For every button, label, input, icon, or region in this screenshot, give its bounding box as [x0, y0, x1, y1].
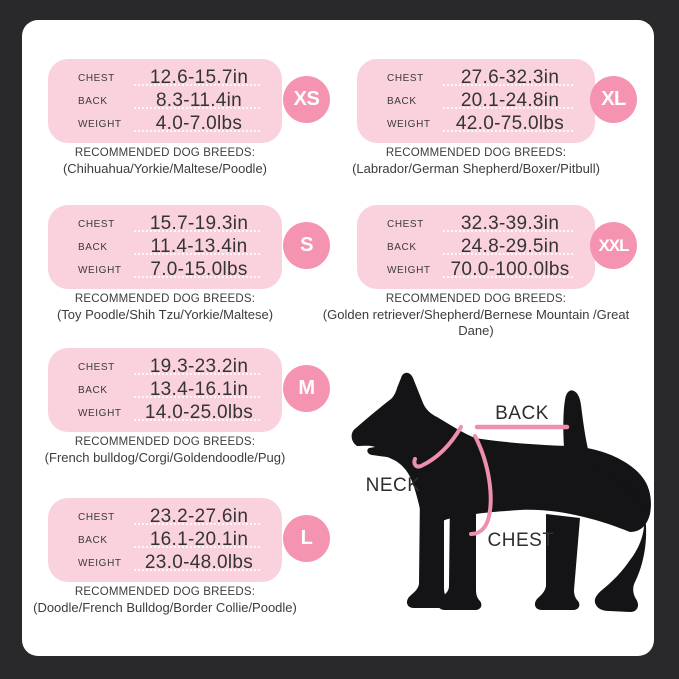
chest-label: CHEST	[387, 218, 424, 230]
size-card-xs	[48, 59, 282, 143]
chest-value: 15.7-19.3in	[149, 213, 249, 234]
size-badge-xl: XL	[590, 76, 637, 123]
back-label: BACK	[387, 241, 417, 253]
weight-value: 23.0-48.0lbs	[144, 552, 254, 573]
size-badge-m: M	[283, 365, 330, 412]
back-row	[387, 90, 585, 112]
chest-value: 23.2-27.6in	[149, 506, 249, 527]
dog-body	[352, 373, 651, 536]
weight-label: WEIGHT	[387, 264, 431, 276]
recommended-label: RECOMMENDED DOG BREEDS:	[385, 293, 567, 305]
breed-list: (Doodle/French Bulldog/Border Collie/Poodle)	[33, 600, 297, 615]
diagram-chest-label: CHEST	[487, 530, 555, 551]
size-card-xxl	[357, 205, 595, 289]
breed-list: (Toy Poodle/Shih Tzu/Yorkie/Maltese)	[56, 307, 274, 322]
back-row	[78, 236, 272, 258]
weight-label: WEIGHT	[78, 557, 122, 569]
recommended-label: RECOMMENDED DOG BREEDS:	[74, 436, 256, 448]
chest-label: CHEST	[78, 72, 115, 84]
back-label: BACK	[78, 534, 108, 546]
breeds-m	[22, 436, 308, 466]
weight-value: 4.0-7.0lbs	[155, 113, 243, 134]
back-label: BACK	[78, 241, 108, 253]
chest-value: 19.3-23.2in	[149, 356, 249, 377]
weight-label: WEIGHT	[78, 407, 122, 419]
breeds-l	[22, 586, 308, 616]
back-value: 13.4-16.1in	[149, 379, 249, 400]
size-chart-panel	[22, 20, 654, 656]
weight-label: WEIGHT	[78, 118, 122, 130]
weight-value: 42.0-75.0lbs	[455, 113, 565, 134]
back-label: BACK	[78, 95, 108, 107]
breed-list: (Golden retriever/Shepherd/Bernese Mountain /Great Dane)	[322, 307, 630, 338]
weight-row	[387, 259, 585, 281]
chest-row	[78, 67, 272, 89]
back-row	[78, 90, 272, 112]
back-value: 16.1-20.1in	[149, 529, 249, 550]
chest-label: CHEST	[78, 361, 115, 373]
diagram-back-label: BACK	[495, 403, 549, 424]
back-row	[78, 529, 272, 551]
recommended-label: RECOMMENDED DOG BREEDS:	[385, 147, 567, 159]
breeds-xl	[311, 147, 641, 177]
back-label: BACK	[78, 384, 108, 396]
weight-row	[78, 402, 272, 424]
size-card-s	[48, 205, 282, 289]
chest-label: CHEST	[78, 218, 115, 230]
weight-row	[78, 259, 272, 281]
weight-value: 14.0-25.0lbs	[144, 402, 254, 423]
size-badge-s: S	[283, 222, 330, 269]
back-value: 11.4-13.4in	[150, 236, 248, 257]
breed-list: (Chihuahua/Yorkie/Maltese/Poodle)	[62, 161, 268, 176]
dog-front-leg-far	[407, 492, 449, 608]
recommended-label: RECOMMENDED DOG BREEDS:	[74, 147, 256, 159]
back-row	[387, 236, 585, 258]
chest-value: 32.3-39.3in	[460, 213, 560, 234]
chest-row	[387, 67, 585, 89]
weight-row	[387, 113, 585, 135]
back-value: 8.3-11.4in	[155, 90, 243, 111]
diagram-neck-label: NECK	[365, 475, 421, 496]
chest-value: 12.6-15.7in	[149, 67, 249, 88]
size-card-xl	[357, 59, 595, 143]
back-value: 24.8-29.5in	[460, 236, 560, 257]
chest-value: 27.6-32.3in	[460, 67, 560, 88]
size-card-m	[48, 348, 282, 432]
breeds-xxl	[311, 293, 641, 339]
chest-row	[78, 213, 272, 235]
chest-label: CHEST	[387, 72, 424, 84]
weight-value: 7.0-15.0lbs	[150, 259, 248, 280]
size-badge-xs: XS	[283, 76, 330, 123]
weight-label: WEIGHT	[78, 264, 122, 276]
weight-row	[78, 113, 272, 135]
back-value: 20.1-24.8in	[460, 90, 560, 111]
recommended-label: RECOMMENDED DOG BREEDS:	[74, 293, 256, 305]
recommended-label: RECOMMENDED DOG BREEDS:	[74, 586, 256, 598]
dog-rear-leg-far	[535, 514, 580, 610]
weight-label: WEIGHT	[387, 118, 431, 130]
back-label: BACK	[387, 95, 417, 107]
back-row	[78, 379, 272, 401]
chest-row	[387, 213, 585, 235]
breed-list: (Labrador/German Shepherd/Boxer/Pitbull)	[352, 161, 600, 176]
weight-row	[78, 552, 272, 574]
weight-value: 70.0-100.0lbs	[450, 259, 570, 280]
breed-list: (French bulldog/Corgi/Goldendoodle/Pug)	[44, 450, 286, 465]
breeds-xs	[22, 147, 308, 177]
size-card-l	[48, 498, 282, 582]
size-badge-xxl: XXL	[590, 222, 637, 269]
chest-row	[78, 506, 272, 528]
chest-label: CHEST	[78, 511, 115, 523]
breeds-s	[22, 293, 308, 323]
size-badge-l: L	[283, 515, 330, 562]
chest-row	[78, 356, 272, 378]
